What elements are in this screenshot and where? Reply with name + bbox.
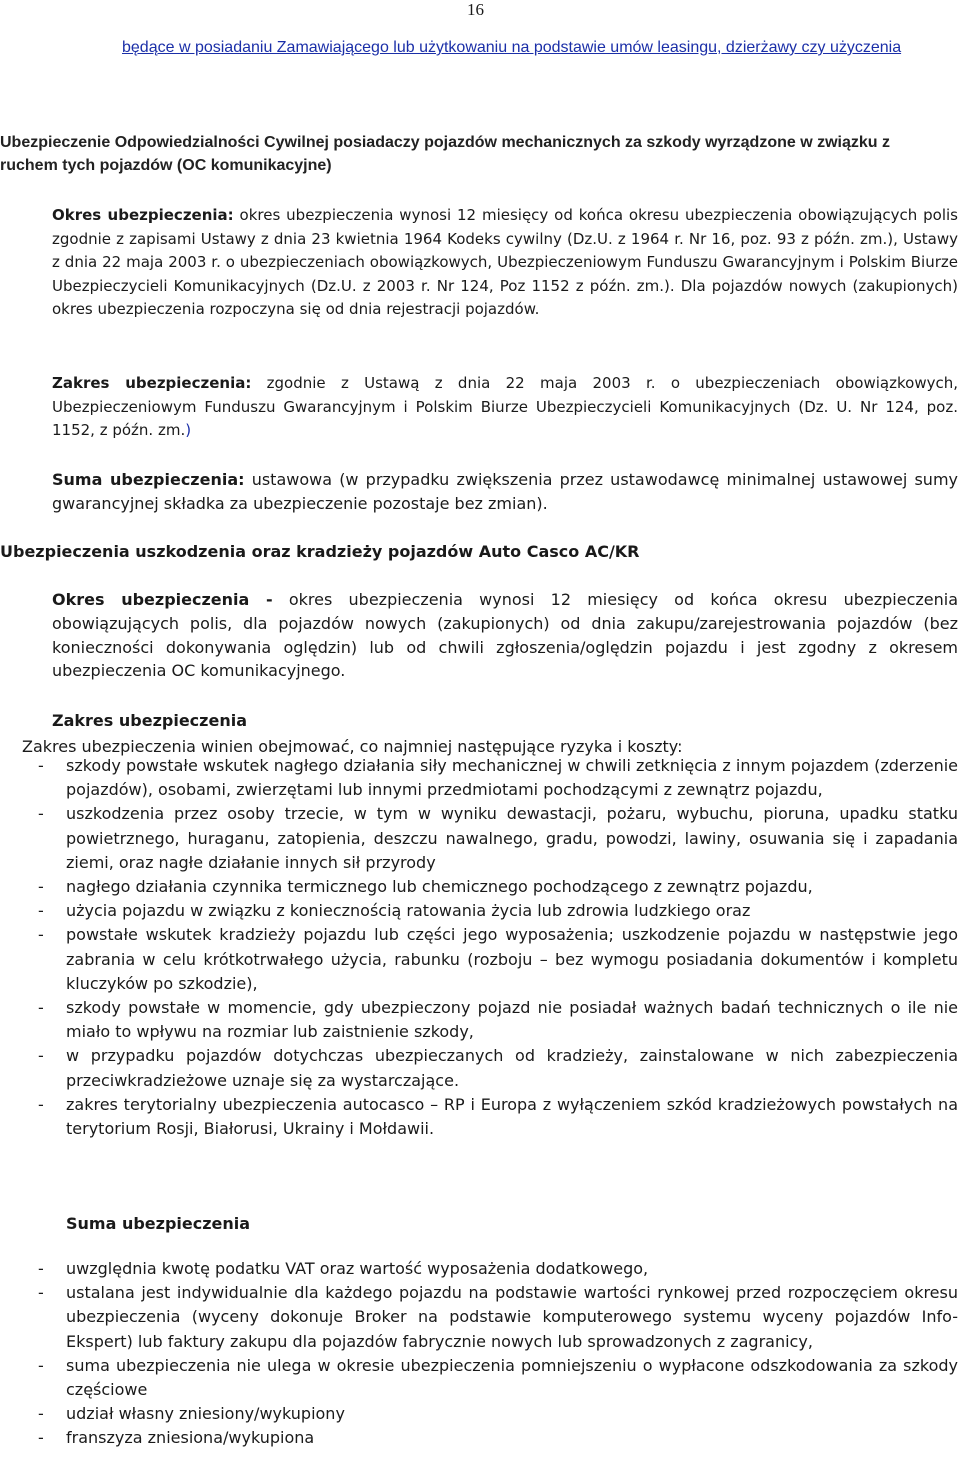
oc-suma-paragraph — [52, 468, 958, 516]
dash-bullet: - — [38, 1259, 44, 1278]
oc-zakres-label: Zakres ubezpieczenia: — [52, 374, 252, 392]
list-item: - powstałe wskutek kradzieży pojazdu lub części jego wyposażenia; uszkodzenie pojazdu w następstwie jego zabrania w celu krótkotrwałego użycia, rabunku (rozboju – bez wymogu posiadania dokumentów i kompletu kluczyków po szkodzie), — [38, 925, 958, 993]
list-item: - ustalana jest indywidualnie dla każdego pojazdu na podstawie wartości rynkowej przed rozpoczęciem okresu ubezpieczenia (wyceny dokonuje Broker na podstawie komputerowego systemu wyceny pojazdów Info-Ekspert) lub faktury zakupu dla pojazdów fabrycznie nowych lub sprowadzonych z zagranicy, — [38, 1283, 958, 1351]
oc-okres-text: okres ubezpieczenia wynosi 12 miesięcy od końca okresu ubezpieczenia obowiązujących polis zgodnie z zapisami Ustawy z dnia 23 kwietnia 1964 Kodeks cywilny (Dz.U. z 1964 r. Nr 16, poz. 93 z późn. zm.), Ustawy z dnia 22 maja 2003 r. o ubezpieczeniach obowiązkowych, Ubezpieczeniowym Funduszu Gwarancyjnym i Polskim Biurze Ubezpieczycieli Komunikacyjnych (Dz.U. z 2003 r. Nr 124, Poz 1152 z późn. zm.). Dla pojazdów nowych (zakupionych) okres ubezpieczenia rozpoczyna się od dnia rejestracji pojazdów. — [52, 206, 959, 318]
dash-bullet: - — [38, 1046, 44, 1066]
ac-okres-paragraph — [52, 588, 958, 683]
ac-zakres-heading: Zakres ubezpieczenia — [52, 711, 247, 730]
list-item: - uszkodzenia przez osoby trzecie, w tym w wyniku dewastacji, pożaru, wybuchu, pioruna, upadku statku powietrznego, huraganu, zatopienia, deszczu nawalnego, gradu, powodzi, lawiny, osuwania się i zapadania ziemi, oraz nagłe działanie innych sił przyrody — [38, 804, 958, 872]
oc-zakres-close: ) — [185, 421, 192, 439]
ac-okres-text: okres ubezpieczenia wynosi 12 miesięcy od końca okresu ubezpieczenia obowiązujących polis, dla pojazdów nowych (zakupionych) od dnia zakupu/zarejestrowania pojazdów (bez konieczności dokonywania oględzin) lub od chwili zgłoszenia/oględzin pojazdu i jest zgodny z okresem ubezpieczenia OC komunikacyjnego. — [52, 590, 958, 681]
list-item: - udział własny zniesiony/wykupiony — [0, 1402, 960, 1426]
ac-zakres-intro: Zakres ubezpieczenia winien obejmować, co najmniej następujące ryzyka i koszty: — [22, 737, 683, 756]
leasing-note-link[interactable]: będące w posiadaniu Zamawiającego lub użytkowaniu na podstawie umów leasingu, dzierżawy czy użyczenia — [122, 39, 902, 56]
list-item: - franszyza zniesiona/wykupiona — [0, 1426, 960, 1450]
list-item: - zakres terytorialny ubezpieczenia autocasco – RP i Europa z wyłączeniem szkód kradzieżowych powstałych na terytorium Rosji, Białorusi, Ukrainy i Mołdawii. — [38, 1094, 958, 1139]
list-item: - w przypadku pojazdów dotychczas ubezpieczanych od kradzieży, zainstalowane w nich zabezpieczenia przeciwkradzieżowe uznaje się za wystarczające. — [38, 1046, 958, 1090]
dash-bullet: - — [38, 877, 44, 897]
dash-bullet: - — [38, 804, 44, 824]
list-item: - szkody powstałe w momencie, gdy ubezpieczony pojazd nie posiadał ważnych badań technicznych o ile nie miało to wpływu na rozmiar lub zaistnienie szkody, — [38, 998, 958, 1042]
dash-bullet: - — [38, 1428, 44, 1448]
oc-okres-label: Okres ubezpieczenia: — [52, 206, 234, 224]
oc-suma-label: Suma ubezpieczenia: — [52, 470, 245, 489]
dash-bullet: - — [38, 1283, 44, 1303]
dash-bullet: - — [38, 1404, 44, 1424]
dash-bullet: - — [38, 756, 44, 775]
oc-zakres-paragraph — [52, 372, 958, 443]
page-number: 16 — [467, 0, 484, 19]
ac-suma-list — [0, 1257, 960, 1451]
ac-zakres-list — [0, 754, 960, 1141]
oc-okres-paragraph — [52, 204, 958, 322]
ac-suma-heading: Suma ubezpieczenia — [66, 1214, 251, 1233]
list-item: - użycia pojazdu w związku z koniecznością ratowania życia lub zdrowia ludzkiego oraz — [0, 899, 960, 923]
dash-bullet: - — [38, 1355, 44, 1375]
ac-okres-label: Okres ubezpieczenia - — [52, 590, 273, 609]
oc-zakres-text: zgodnie z Ustawą z dnia 22 maja 2003 r. o ubezpieczeniach obowiązkowych, Ubezpieczeniowym Funduszu Gwarancyjnym i Polskim Biurze Ubezpieczycieli Komunikacyjnych (Dz. U. Nr 124, poz. 1152, z późn. zm. — [52, 374, 958, 439]
list-item: - uwzględnia kwotę podatku VAT oraz wartość wyposażenia dodatkowego, — [0, 1257, 960, 1281]
dash-bullet: - — [38, 925, 44, 945]
list-item: - szkody powstałe wskutek nagłego działania siły mechanicznej w chwili zetknięcia z innym pojazdem (zderzenie pojazdów), osobami, zwierzętami lub innymi przedmiotami pochodzącymi z zewnątrz pojazdu, — [38, 756, 958, 800]
oc-section-title: Ubezpieczenie Odpowiedzialności Cywilnej posiadaczy pojazdów mechanicznych za szkody wyrządzone w związku z ruchem tych pojazdów (OC komunikacyjne) — [0, 134, 890, 174]
ac-section-title: Ubezpieczenia uszkodzenia oraz kradzieży pojazdów Auto Casco AC/KR — [0, 542, 640, 561]
list-item: - suma ubezpieczenia nie ulega w okresie ubezpieczenia pomniejszeniu o wypłacone odszkodowania za szkody częściowe — [38, 1355, 958, 1400]
dash-bullet: - — [38, 901, 44, 921]
dash-bullet: - — [38, 1094, 44, 1114]
dash-bullet: - — [38, 998, 44, 1018]
oc-suma-text: ustawowa (w przypadku zwiększenia przez ustawodawcę minimalnej ustawowej sumy gwarancyjnej składka za ubezpieczenie pozostaje bez zmian). — [52, 470, 958, 513]
list-item: - nagłego działania czynnika termicznego lub chemicznego pochodzącego z zewnątrz pojazdu, — [0, 875, 960, 899]
